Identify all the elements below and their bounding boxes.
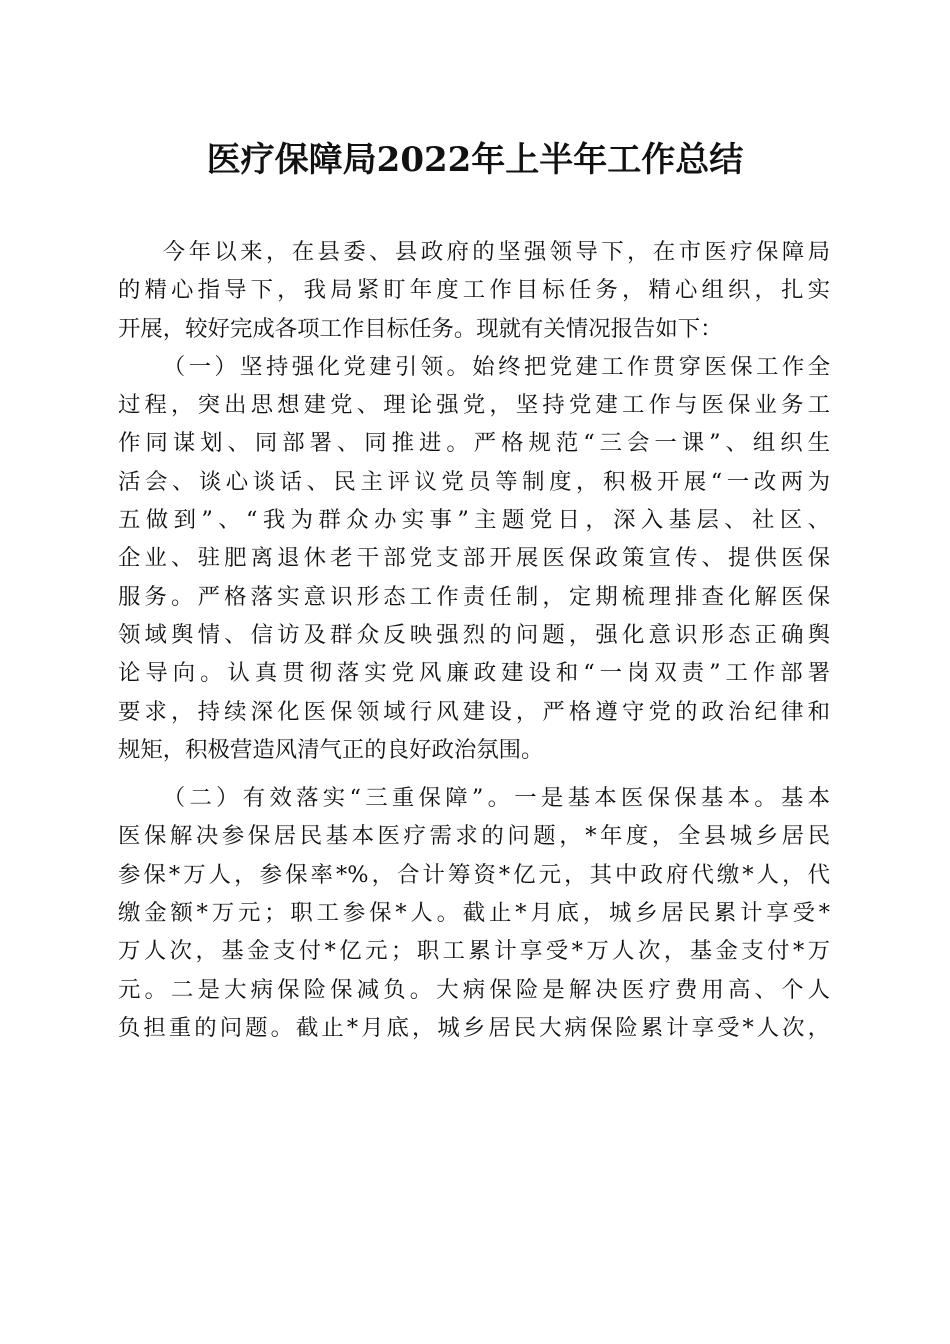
text-line: 作同谋划、同部署、同推进。严格规范“三会一课”、组织生 [118, 430, 830, 457]
text-line: 要求，持续深化医保领域行风建设，严格遵守党的政治纪律和 [118, 698, 830, 725]
text-line: 领域舆情、信访及群众反映强烈的问题，强化意识形态正确舆 [118, 621, 830, 648]
text-line: 元。二是大病保险保减负。大病保险是解决医疗费用高、个人 [118, 976, 830, 1003]
text-line: 负担重的问题。截止*月底，城乡居民大病保险累计享受*人次， [118, 1014, 830, 1041]
text-line: 企业、驻肥离退休老干部党支部开展医保政策宣传、提供医保 [118, 545, 830, 572]
text-line: 参保*万人，参保率*%，合计筹资*亿元，其中政府代缴*人，代 [118, 861, 830, 888]
text-line: 规矩，积极营造风清气正的良好政治氛围。 [118, 736, 544, 763]
paragraph-intro [118, 233, 830, 348]
text-line: 开展，较好完成各项工作目标任务。现就有关情况报告如下： [118, 315, 723, 342]
paragraph-gap [118, 769, 830, 779]
document-title: 医疗保障局2022年上半年工作总结 [206, 140, 744, 180]
text-line: 万人次，基金支付*亿元；职工累计享受*万人次，基金支付*万 [118, 938, 830, 965]
text-line: 过程，突出思想建党、理论强党，坚持党建工作与医保业务工 [118, 392, 830, 419]
text-line: 今年以来，在县委、县政府的坚强领导下，在市医疗保障局 [162, 239, 830, 265]
text-line: 的精心指导下，我局紧盯年度工作目标任务，精心组织，扎实 [118, 277, 830, 304]
text-line: 五做到”、“我为群众办实事”主题党日，深入基层、社区、 [118, 507, 830, 534]
text-line: （一）坚持强化党建引领。始终把党建工作贯穿医保工作全 [162, 353, 830, 380]
text-line: 活会、谈心谈话、民主评议党员等制度，积极开展“一改两为 [118, 468, 830, 495]
text-line: 论导向。认真贯彻落实党风廉政建设和“一岗双责”工作部署 [118, 660, 830, 687]
text-line: 缴金额*万元；职工参保*人。截止*月底，城乡居民累计享受* [118, 900, 830, 927]
text-line: （二）有效落实“三重保障”。一是基本医保保基本。基本 [162, 785, 830, 812]
paragraph-party-building [118, 348, 830, 769]
document-body [118, 233, 830, 1047]
text-line: 服务。严格落实意识形态工作责任制，定期梳理排查化解医保 [118, 583, 830, 610]
paragraph-three-guarantees [118, 779, 830, 1047]
text-line: 医保解决参保居民基本医疗需求的问题，*年度，全县城乡居民 [118, 823, 830, 850]
